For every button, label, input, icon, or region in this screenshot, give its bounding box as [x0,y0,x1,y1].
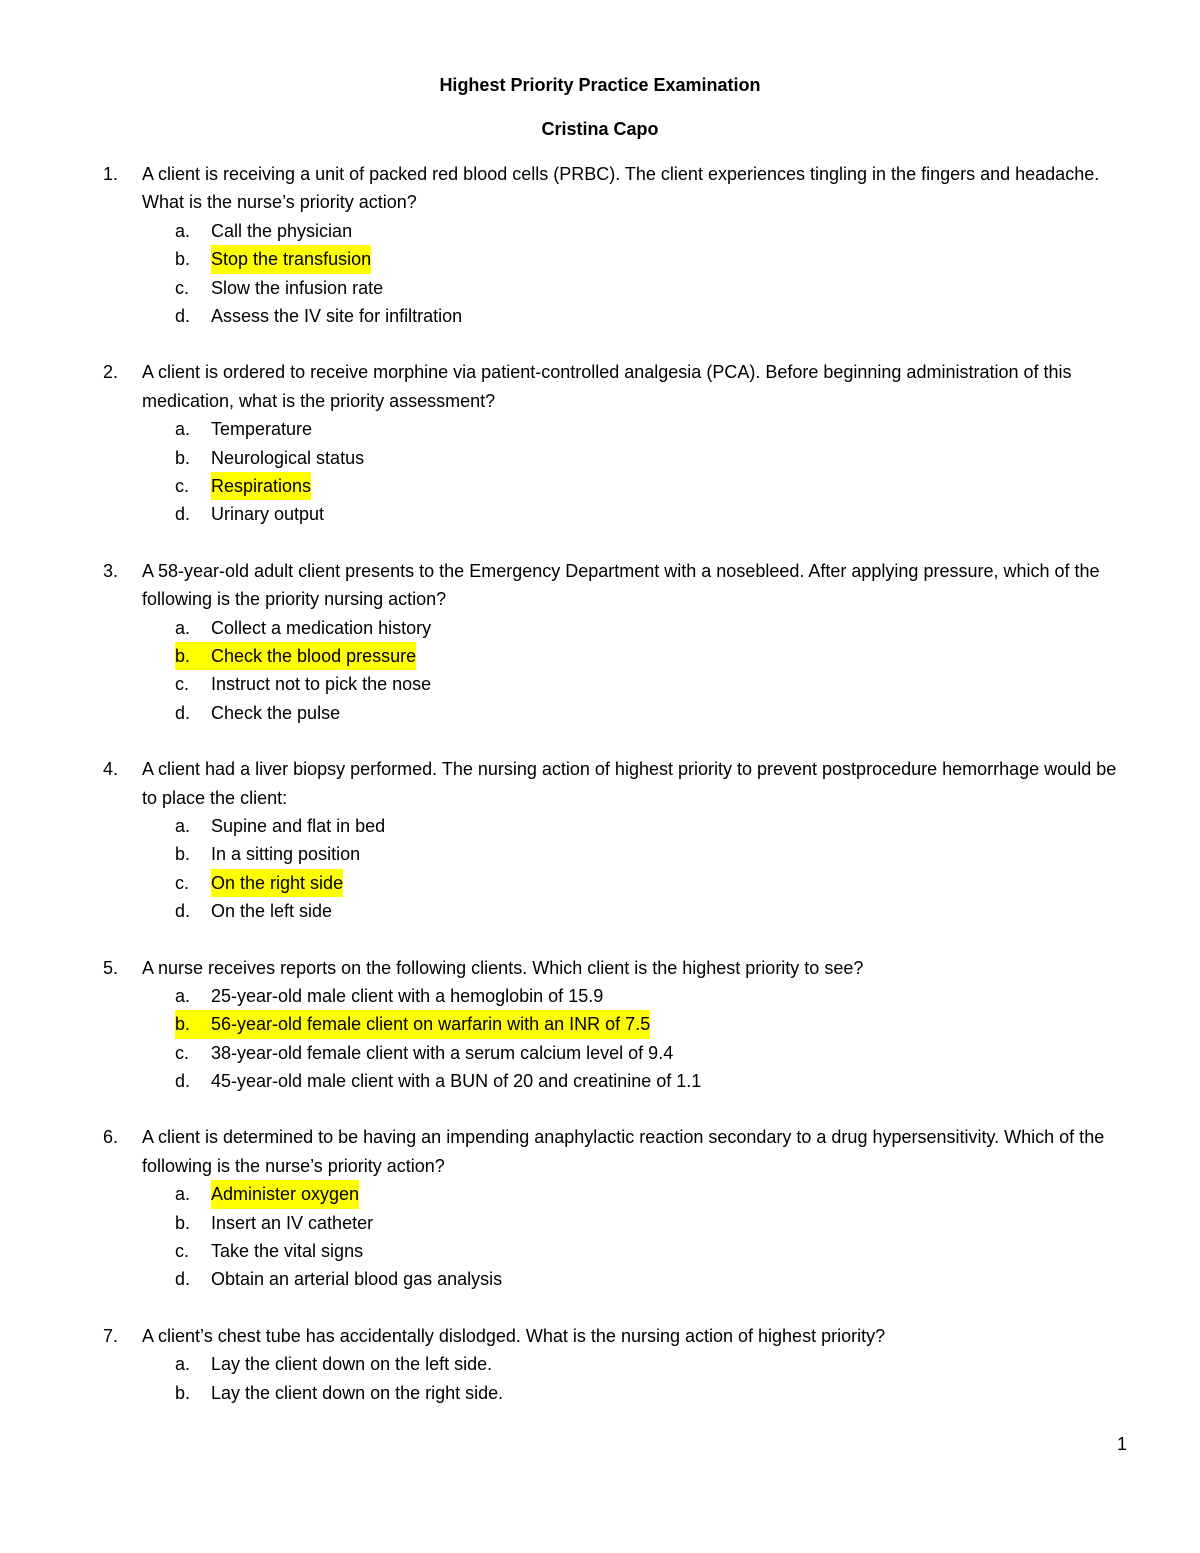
option-letter: a. [175,985,191,1006]
answer-option [0,897,1200,925]
option-text: Check the pulse [211,702,341,723]
answer-options [0,1350,1200,1407]
answer-option [0,670,1200,698]
question-list [0,160,1200,1435]
option-letter: d. [175,702,191,723]
option-letter: a. [175,617,191,638]
answer-options [0,1180,1200,1294]
answer-option [0,614,1200,642]
option-letter: c. [175,872,190,893]
option-letter: d. [175,1269,191,1290]
answer-options [0,614,1200,728]
question-text: A nurse receives reports on the following clients. Which client is the highest priority to see? [142,957,864,978]
question-item [0,755,1200,925]
question-number: 7. [103,1325,119,1346]
option-text: Lay the client down on the right side. [211,1382,504,1403]
option-text: On the right side [211,869,343,897]
option-letter: d. [175,504,191,525]
answer-options [0,812,1200,926]
option-text: 45-year-old male client with a BUN of 20 and creatinine of 1.1 [211,1071,702,1092]
answer-option [0,415,1200,443]
answer-option [0,1379,1200,1407]
option-text: Stop the transfusion [211,245,371,273]
option-text: Urinary output [211,504,325,525]
question-text: A client is ordered to receive morphine via patient-controlled analgesia (PCA). Before beginning administration of this medication, what is the priority assessment? [142,362,1072,411]
answer-option [0,1350,1200,1378]
answer-option-highlighted [0,472,1200,500]
answer-options [0,415,1200,529]
answer-options [0,982,1200,1096]
option-text: Check the blood pressure [211,642,416,670]
answer-option-highlighted [0,869,1200,897]
option-letter: a. [175,815,191,836]
option-text: Insert an IV catheter [211,1212,374,1233]
option-text: Instruct not to pick the nose [211,674,432,695]
option-letter: c. [175,277,190,298]
answer-option [0,217,1200,245]
answer-option [0,1067,1200,1095]
answer-option [0,840,1200,868]
option-text: Collect a medication history [211,617,432,638]
option-letter: a. [175,1354,191,1375]
question-item [0,358,1200,528]
answer-option [0,500,1200,528]
option-text: Take the vital signs [211,1241,364,1262]
question-number: 2. [103,362,119,383]
question-number: 6. [103,1127,119,1148]
answer-option [0,1209,1200,1237]
option-letter: b. [175,1212,191,1233]
option-text: On the left side [211,901,333,922]
question-text: A client had a liver biopsy performed. The nursing action of highest priority to prevent postprocedure hemorrhage would be to place the client: [142,759,1117,808]
question-number: 5. [103,957,119,978]
answer-option [0,274,1200,302]
document-author: Cristina Capo [541,119,659,139]
option-text: 38-year-old female client with a serum calcium level of 9.4 [211,1042,674,1063]
answer-option-highlighted [0,1010,1200,1038]
option-letter: a. [175,1184,191,1205]
question-text: A 58-year-old adult client presents to the Emergency Department with a nosebleed. After applying pressure, which of the following is the priority nursing action? [142,560,1100,610]
answer-options [0,217,1200,331]
option-text: Slow the infusion rate [211,277,384,298]
option-text: In a sitting position [211,844,361,865]
question-number: 3. [103,560,119,581]
answer-option [0,1265,1200,1293]
option-text: Obtain an arterial blood gas analysis [211,1269,503,1290]
option-letter: c. [175,1042,190,1063]
answer-option-highlighted [0,642,1200,670]
question-item [0,1322,1200,1407]
answer-option [0,982,1200,1010]
option-letter: b. [175,642,212,670]
option-letter: b. [175,1010,212,1038]
question-number: 4. [103,759,119,780]
option-text: Temperature [211,419,313,440]
option-text: Assess the IV site for infiltration [211,305,463,326]
document-title: Highest Priority Practice Examination [439,75,761,95]
option-text: Administer oxygen [211,1180,359,1208]
option-letter: d. [175,305,191,326]
answer-option [0,699,1200,727]
answer-option [0,812,1200,840]
option-text: Neurological status [211,447,365,468]
option-letter: c. [175,475,190,496]
option-letter: c. [175,1241,190,1262]
option-text: 25-year-old male client with a hemoglobin of 15.9 [211,985,604,1006]
page-number: 1 [1117,1434,1128,1454]
option-letter: a. [175,419,191,440]
question-item [0,1123,1200,1293]
answer-option-highlighted [0,245,1200,273]
question-item [0,557,1200,727]
option-letter: b. [175,844,191,865]
question-text: A client is determined to be having an impending anaphylactic reaction secondary to a drug hypersensitivity. Which of the following is the nurse’s priority action? [142,1127,1105,1176]
option-letter: b. [175,1382,191,1403]
option-text: Supine and flat in bed [211,815,386,836]
answer-option [0,1237,1200,1265]
option-letter: a. [175,220,191,241]
question-item [0,954,1200,1096]
answer-option [0,302,1200,330]
option-letter: d. [175,1071,191,1092]
question-item [0,160,1200,330]
option-text: Call the physician [211,220,353,241]
option-text: Lay the client down on the left side. [211,1354,493,1375]
question-number: 1. [103,164,119,184]
question-text: A client is receiving a unit of packed red blood cells (PRBC). The client experiences tingling in the fingers and headache. What is the nurse’s priority action? [142,164,1100,213]
answer-option [0,1039,1200,1067]
option-letter: d. [175,901,191,922]
option-letter: b. [175,447,191,468]
question-text: A client’s chest tube has accidentally dislodged. What is the nursing action of highest priority? [142,1325,886,1346]
option-letter: c. [175,674,190,695]
option-text: Respirations [211,472,311,500]
answer-option [0,444,1200,472]
option-letter: b. [175,249,191,270]
answer-option-highlighted [0,1180,1200,1208]
option-text: 56-year-old female client on warfarin with an INR of 7.5 [211,1010,650,1038]
